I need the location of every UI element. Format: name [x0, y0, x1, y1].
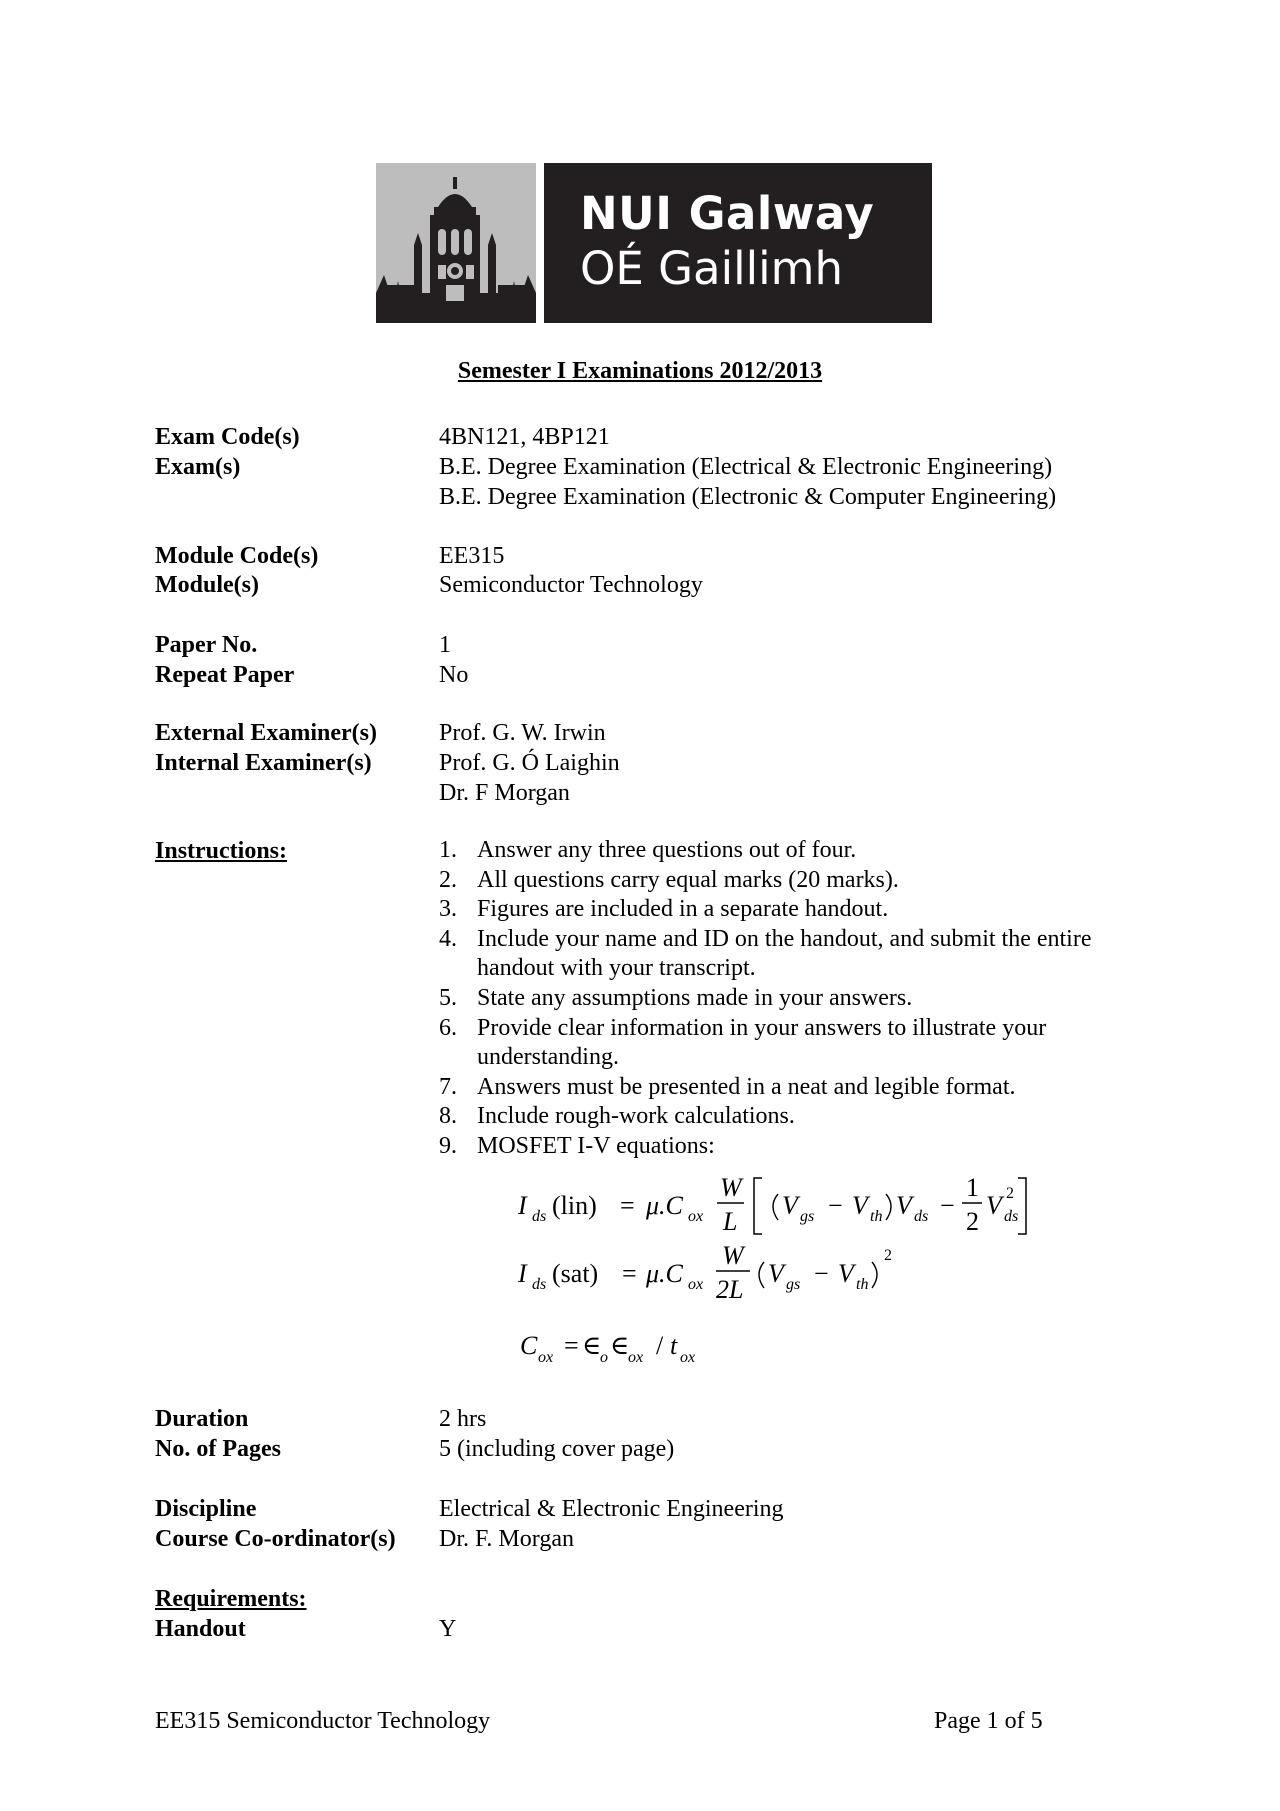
eq-sat-Vgs: V	[768, 1259, 784, 1288]
instruction-item	[439, 895, 1159, 925]
module-codes-label: Module Code(s)	[155, 543, 319, 569]
eq-cox-e1: ∈	[582, 1331, 602, 1360]
eq-cox-C: C	[520, 1331, 538, 1360]
handout-label: Handout	[155, 1616, 246, 1642]
university-tower-icon	[376, 163, 536, 323]
instruction-number: 3.	[439, 896, 457, 923]
repeat-paper-label: Repeat Paper	[155, 662, 295, 688]
external-examiner-value: Prof. G. W. Irwin	[439, 720, 606, 746]
eq-sat-eq: =	[622, 1259, 637, 1288]
eq-sat-W: W	[722, 1241, 744, 1270]
eq-lin-ds3: ds	[1004, 1208, 1019, 1225]
eq-cox-e2: ∈	[610, 1331, 630, 1360]
instruction-number: 5.	[439, 984, 457, 1011]
module-value: Semiconductor Technology	[439, 572, 703, 598]
instruction-number: 1.	[439, 837, 457, 863]
exam-value-2: B.E. Degree Examination (Electronic & Computer Engineering)	[439, 484, 1057, 510]
logo-irish-name: OÉ Gaillimh	[580, 241, 843, 295]
exams-label: Exam(s)	[155, 454, 241, 480]
eq-cox-o: o	[600, 1349, 608, 1366]
eq-lin-minus: −	[828, 1191, 843, 1220]
repeat-paper-value: No	[439, 662, 469, 688]
instruction-text: All questions carry equal marks (20 marks).	[477, 866, 899, 893]
eq-cox-slash: /	[656, 1331, 664, 1360]
instruction-item	[439, 1014, 1159, 1073]
eq-lin-th: th	[870, 1208, 883, 1225]
duration-label: Duration	[155, 1406, 249, 1432]
eq-lin-mu: μ.C	[646, 1191, 683, 1220]
instruction-number: 9.	[439, 1132, 457, 1159]
instruction-text: Provide clear information in your answers to illustrate your understanding.	[477, 1014, 1047, 1071]
modules-label: Module(s)	[155, 572, 259, 598]
paper-no-label: Paper No.	[155, 632, 258, 658]
eq-lin-L: L	[723, 1207, 738, 1236]
internal-examiner-value-1: Prof. G. Ó Laighin	[439, 750, 620, 776]
eq-lin-arg: (lin)	[552, 1191, 597, 1220]
equation-linear	[510, 1168, 1030, 1238]
requirements-label: Requirements:	[155, 1586, 307, 1612]
eq-sat-mu: μ.C	[646, 1259, 683, 1288]
eq-lin-ds: ds	[532, 1208, 547, 1225]
footer-module-title: EE315 Semiconductor Technology	[155, 1708, 491, 1734]
page-title: Semester I Examinations 2012/2013	[457, 358, 823, 384]
coordinator-value: Dr. F. Morgan	[439, 1526, 574, 1552]
logo-english-name: NUI Galway	[580, 187, 875, 240]
instruction-item	[439, 925, 1159, 984]
instruction-number: 8.	[439, 1103, 457, 1130]
eq-sat-Vth: V	[838, 1259, 854, 1288]
instruction-item	[439, 984, 1159, 1014]
instruction-item	[439, 1132, 1159, 1162]
eq-cox-ox3: ox	[680, 1349, 696, 1366]
eq-lin-two: 2	[966, 1207, 979, 1236]
logo-divider	[536, 163, 544, 323]
exam-value-1: B.E. Degree Examination (Electrical & Electronic Engineering)	[439, 454, 1053, 480]
internal-examiner-label: Internal Examiner(s)	[155, 750, 372, 776]
eq-lin-Vds: V	[896, 1191, 912, 1220]
eq-lin-W: W	[720, 1173, 742, 1202]
eq-lin-Vgs: V	[782, 1191, 798, 1220]
eq-sat-2L: 2L	[716, 1275, 744, 1304]
exam-codes-label: Exam Code(s)	[155, 424, 300, 450]
instructions-list	[439, 836, 1159, 1162]
discipline-value: Electrical & Electronic Engineering	[439, 1496, 784, 1522]
eq-sat-th: th	[856, 1276, 869, 1293]
logo-wordmark	[544, 163, 932, 323]
duration-value: 2 hrs	[439, 1406, 487, 1432]
instruction-number: 7.	[439, 1073, 457, 1100]
instruction-number: 4.	[439, 925, 457, 952]
eq-cox-eq: =	[564, 1331, 579, 1360]
eq-sat-sq: 2	[884, 1247, 892, 1264]
equation-saturation	[510, 1236, 930, 1316]
eq-lin-Vth: V	[852, 1191, 868, 1220]
eq-lin-Vds2: V	[986, 1191, 1002, 1220]
module-codes-value: EE315	[439, 543, 505, 569]
eq-lin-one: 1	[966, 1173, 979, 1202]
instruction-item	[439, 836, 1159, 866]
eq-sat-arg: (sat)	[552, 1259, 599, 1288]
equation-oxide-capacitance	[510, 1322, 770, 1372]
eq-lin-ds2: ds	[914, 1208, 929, 1225]
eq-lin-sq: 2	[1006, 1185, 1014, 1202]
eq-sat-ox: ox	[688, 1276, 704, 1293]
eq-cox-ox2: ox	[628, 1349, 644, 1366]
coordinator-label: Course Co-ordinator(s)	[155, 1526, 396, 1552]
exam-codes-value: 4BN121, 4BP121	[439, 424, 610, 450]
instruction-text: State any assumptions made in your answers.	[477, 984, 913, 1011]
instruction-text: Figures are included in a separate handout.	[477, 896, 889, 923]
discipline-label: Discipline	[155, 1496, 257, 1522]
internal-examiner-value-2: Dr. F Morgan	[439, 780, 570, 806]
handout-value: Y	[439, 1616, 457, 1642]
instruction-text: Answer any three questions out of four.	[477, 837, 857, 863]
eq-lin-ox: ox	[688, 1208, 704, 1225]
eq-sat-minus: −	[814, 1259, 829, 1288]
instruction-text: Answers must be presented in a neat and legible format.	[477, 1073, 1016, 1100]
eq-sat-gs: gs	[786, 1276, 801, 1293]
instruction-text: Include your name and ID on the handout, and submit the entire handout with your transcript.	[477, 925, 1092, 982]
pages-label: No. of Pages	[155, 1436, 281, 1462]
eq-lin-minus2: −	[940, 1191, 955, 1220]
external-examiner-label: External Examiner(s)	[155, 720, 377, 746]
eq-sat-ds: ds	[532, 1276, 547, 1293]
eq-cox-ox: ox	[538, 1349, 554, 1366]
instruction-item	[439, 1102, 1159, 1132]
instruction-item	[439, 1073, 1159, 1103]
paper-no-value: 1	[439, 632, 451, 658]
instruction-item	[439, 866, 1159, 896]
pages-value: 5 (including cover page)	[439, 1436, 675, 1462]
eq-lin-I: I	[518, 1191, 527, 1220]
eq-cox-t: t	[670, 1331, 678, 1360]
eq-sat-I: I	[518, 1259, 527, 1288]
instruction-text: MOSFET I-V equations:	[477, 1132, 715, 1159]
instruction-text: Include rough-work calculations.	[477, 1103, 795, 1130]
eq-lin-gs: gs	[800, 1208, 815, 1225]
instruction-number: 6.	[439, 1014, 457, 1041]
footer-page-number: Page 1 of 5	[934, 1708, 1043, 1734]
instructions-label: Instructions:	[155, 838, 288, 864]
instruction-number: 2.	[439, 866, 457, 893]
university-logo	[376, 163, 932, 323]
eq-lin-eq: =	[620, 1191, 635, 1220]
